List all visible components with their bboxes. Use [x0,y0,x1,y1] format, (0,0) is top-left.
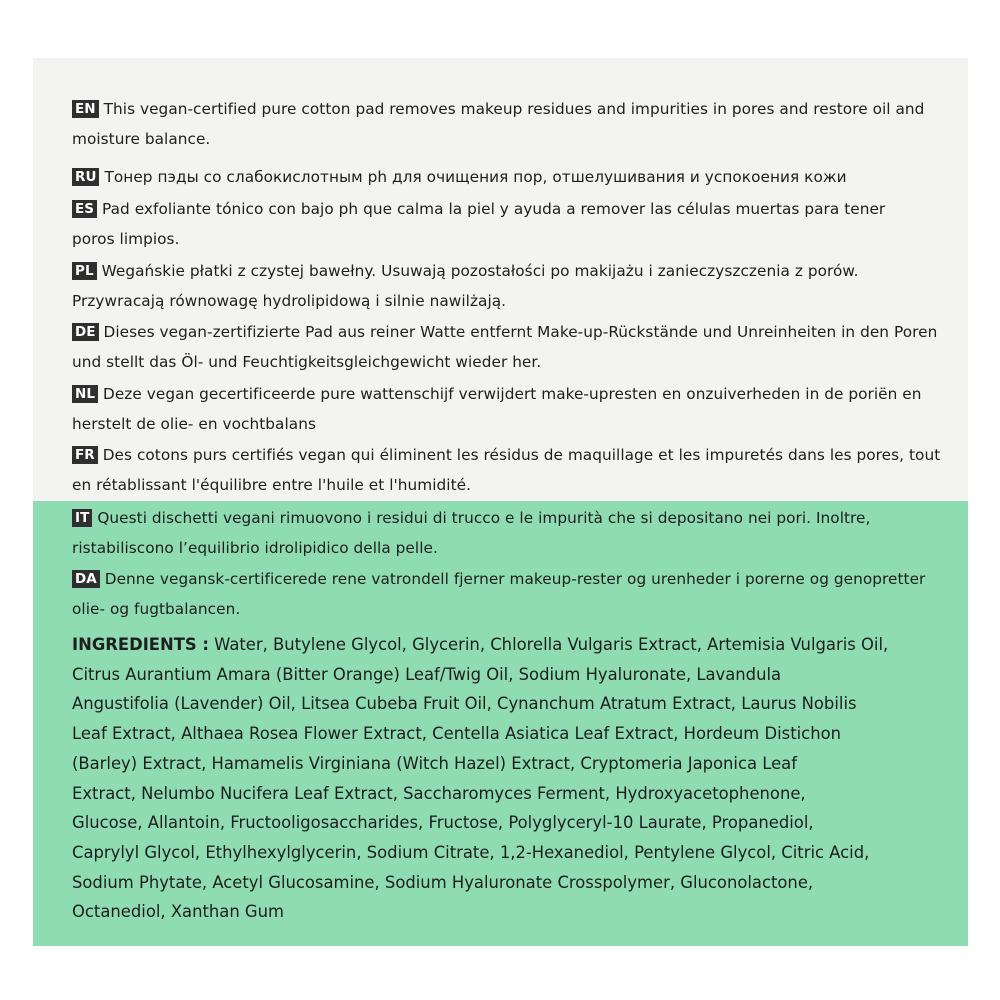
description-es [72,194,952,254]
ingredients-list [72,630,952,927]
ingredients-label: INGREDIENTS : [72,635,209,654]
description-line: RU Тонер пэды со слабокислотным ph для очищения пор, отшелушивания и успокоения кожи [72,162,952,192]
ingredients-line: Leaf Extract, Althaea Rosea Flower Extract, Centella Asiatica Leaf Extract, Hordeum Distichon [72,724,841,744]
description-line: DA Denne vegansk-certificerede rene vatrondell fjerner makeup-rester og urenheder i porerne og genopretter [72,564,952,594]
description-line: und stellt das Öl- und Feuchtigkeitsgleichgewicht wieder her. [72,353,542,371]
description-line: moisture balance. [72,130,211,148]
language-badge-it: IT [72,509,92,527]
description-line: herstelt de olie- en vochtbalans [72,415,316,433]
description-line: PL Wegańskie płatki z czystej bawełny. Usuwają pozostałości po makijażu i zanieczyszczenia z porów. [72,256,952,286]
description-line: en rétablissant l'équilibre entre l'huile et l'humidité. [72,476,471,494]
label-panel [33,58,968,946]
ingredients-line: Sodium Phytate, Acetyl Glucosamine, Sodium Hyaluronate Crosspolymer, Gluconolactone, [72,872,814,892]
language-badge-ru: RU [72,168,99,186]
language-badge-nl: NL [72,385,98,403]
description-de [72,317,952,377]
ingredients-line: INGREDIENTS : Water, Butylene Glycol, Glycerin, Chlorella Vulgaris Extract, Artemisia Vulgaris Oil, [72,635,889,654]
ingredients-line: Angustifolia (Lavender) Oil, Litsea Cubeba Fruit Oil, Cynanchum Atratum Extract, Laurus Nobilis [72,694,857,714]
description-en [72,94,952,154]
language-badge-de: DE [72,323,99,341]
description-da [72,564,952,624]
description-line: poros limpios. [72,230,180,248]
description-line: Przywracają równowagę hydrolipidową i silnie nawilżają. [72,292,507,310]
language-badge-es: ES [72,200,97,218]
description-pl [72,256,952,316]
description-line: ristabiliscono l’equilibrio idrolipidico della pelle. [72,539,438,557]
description-line: EN This vegan-certified pure cotton pad removes makeup residues and impurities in pores and restore oil and [72,94,952,124]
ingredients-line: Extract, Nelumbo Nucifera Leaf Extract, Saccharomyces Ferment, Hydroxyacetophenone, [72,783,806,803]
language-badge-en: EN [72,100,99,118]
description-line: ES Pad exfoliante tónico con bajo ph que calma la piel y ayuda a remover las células muertas para tener [72,194,952,224]
description-fr [72,440,952,500]
description-it [72,503,952,563]
ingredients-line: Citrus Aurantium Amara (Bitter Orange) Leaf/Twig Oil, Sodium Hyaluronate, Lavandula [72,664,782,684]
description-line: IT Questi dischetti vegani rimuovono i residui di trucco e le impurità che si depositano nei pori. Inoltre, [72,503,952,533]
description-line: DE Dieses vegan-zertifizierte Pad aus reiner Watte entfernt Make-up-Rückstände und Unreinheiten in den Poren [72,317,952,347]
description-line: FR Des cotons purs certifiés vegan qui éliminent les résidus de maquillage et les impuretés dans les pores, tout [72,440,952,470]
description-nl [72,379,952,439]
ingredients-line: Caprylyl Glycol, Ethylhexylglycerin, Sodium Citrate, 1,2-Hexanediol, Pentylene Glycol, Citric Acid, [72,842,870,862]
language-badge-fr: FR [72,446,98,464]
description-ru [72,162,952,192]
ingredients-line: (Barley) Extract, Hamamelis Virginiana (Witch Hazel) Extract, Cryptomeria Japonica Leaf [72,753,797,773]
description-line: olie- og fugtbalancen. [72,600,241,618]
language-badge-pl: PL [72,262,97,280]
ingredients-line: Octanediol, Xanthan Gum [72,902,284,922]
language-badge-da: DA [72,570,100,588]
description-line: NL Deze vegan gecertificeerde pure wattenschijf verwijdert make-upresten en onzuiverheden in de poriën en [72,379,952,409]
ingredients-line: Glucose, Allantoin, Fructooligosaccharides, Fructose, Polyglyceryl-10 Laurate, Propanediol, [72,813,814,833]
